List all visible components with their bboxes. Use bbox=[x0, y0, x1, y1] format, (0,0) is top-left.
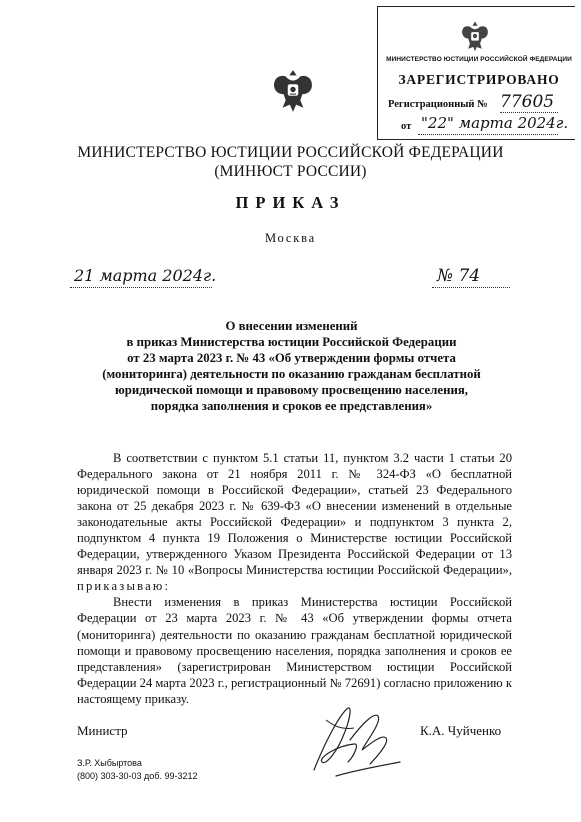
ministry-line-1: МИНИСТЕРСТВО ЮСТИЦИИ РОССИЙСКОЙ ФЕДЕРАЦИИ bbox=[77, 144, 504, 161]
signer-role: Министр bbox=[77, 723, 128, 738]
order-word: приказываю: bbox=[77, 579, 171, 594]
handwritten-signature bbox=[296, 700, 416, 788]
paragraph-1-text: В соответствии с пунктом 5.1 статьи 11, пунктом 3.2 части 1 статьи 20 Федерального закона от 21 ноября 2011 г. № 324-ФЗ «О бесплатной юридической помощи в Российской Федерации», статьей 23 Федерального закона от 25 декабря 2023 г. № 639-ФЗ «О внесении изменений в отдельные законодательные акты Российской Федерации» и подпунктом 3 пункта 2, подпунктом 4 пункта 19 Положения о Министерстве юстиции Российской Федерации, утвержденного Указом Президента Российской Федерации от 13 января 2023 г. № 10 «Вопросы Министерства юстиции Российской Федерации», bbox=[77, 451, 512, 578]
body-paragraph-1 bbox=[77, 450, 512, 594]
stamp-reg-number: 77605 bbox=[500, 92, 555, 112]
title-line: (мониторинга) деятельности по оказанию гражданам бесплатной bbox=[102, 367, 481, 381]
stamp-date-prefix: от bbox=[401, 121, 412, 132]
stamp-ministry: МИНИСТЕРСТВО ЮСТИЦИИ РОССИЙСКОЙ ФЕДЕРАЦИИ bbox=[386, 56, 572, 63]
order-date: 21 марта 2024г. bbox=[74, 266, 217, 285]
coat-of-arms-icon bbox=[272, 68, 314, 114]
executor-contact bbox=[77, 757, 198, 782]
title-line: порядка заполнения и сроков ее представления» bbox=[150, 399, 433, 413]
title-line: О внесении изменений bbox=[225, 319, 358, 333]
stamp-reg-label: Регистрационный № bbox=[388, 99, 488, 110]
executor-phone: (800) 303-30-03 доб. 99-3212 bbox=[77, 770, 198, 781]
order-date-line bbox=[70, 287, 212, 288]
document-type: ПРИКАЗ bbox=[235, 193, 346, 212]
title-line: юридической помощи и правовому просвещению населения, bbox=[115, 383, 468, 397]
stamp-date-line bbox=[418, 134, 558, 135]
order-number-line bbox=[432, 287, 510, 288]
order-body bbox=[77, 450, 512, 707]
ministry-name bbox=[0, 143, 581, 181]
executor-name: З.Р. Хыбыртова bbox=[77, 758, 142, 768]
stamp-date: "22" марта 2024г. bbox=[421, 114, 569, 132]
city: Москва bbox=[264, 231, 317, 245]
signer-name: К.А. Чуйченко bbox=[420, 723, 502, 738]
stamp-registered: ЗАРЕГИСТРИРОВАНО bbox=[398, 72, 560, 87]
stamp-coat-of-arms-icon bbox=[458, 18, 492, 54]
order-number: № 74 bbox=[437, 266, 481, 286]
title-line: от 23 марта 2023 г. № 43 «Об утверждении формы отчета bbox=[127, 351, 456, 365]
order-title bbox=[60, 318, 523, 414]
body-paragraph-2: Внести изменения в приказ Министерства юстиции Российской Федерации от 23 марта 2023 г. № 43 «Об утверждении формы отчета (мониторинга) деятельности по оказанию гражданам бесплатной юридической помощи и правовому просвещению населения, порядка заполнения и сроков ее представления» (зарегистрирован Министерством юстиции Российской Федерации 24 марта 2023 г., регистрационный № 72691) согласно приложению к настоящему приказу. bbox=[77, 595, 512, 706]
title-line: в приказ Министерства юстиции Российской Федерации bbox=[126, 335, 457, 349]
stamp-number-line bbox=[500, 112, 558, 113]
ministry-line-2: (МИНЮСТ РОССИИ) bbox=[214, 163, 367, 180]
